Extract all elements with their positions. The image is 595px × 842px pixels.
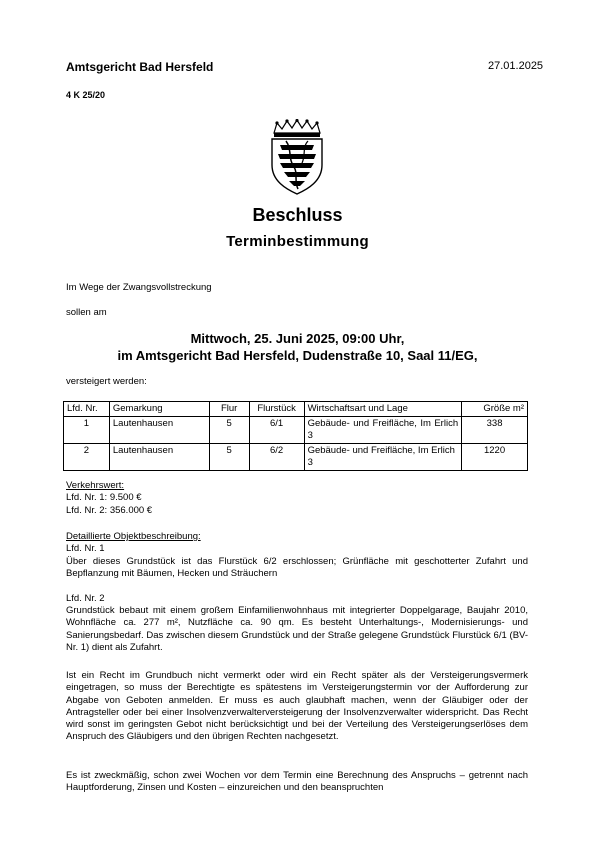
document-subtitle: Terminbestimmung xyxy=(226,233,369,250)
table-row xyxy=(64,417,528,444)
table-header: Größe m² xyxy=(462,402,528,417)
appointment-block xyxy=(0,330,595,364)
table-cell: Gebäude- und Freifläche, Im Erlich 3 xyxy=(304,417,462,444)
case-number: 4 K 25/20 xyxy=(66,90,106,100)
table-cell: 1220 xyxy=(462,444,528,471)
description-item-text: Grundstück bebaut mit einem großem Einfamilienwohnhaus mit integrierter Doppelgarage, Baujahr 2010, Wohnfläche ca. 277 m², Nutzfläche ca. 90 qm. Es besteht Unterhaltungs-, Modernisierungs- und Sanierungsbedarf. Das zwischen diesem Grundstück und der Straße gelegene Grundstück Flurstück 6/1 (BV-Nr. 1) dient als Zufahrt. xyxy=(66,605,528,653)
property-table xyxy=(63,401,528,471)
table-header-row xyxy=(64,402,528,417)
table-cell: 5 xyxy=(209,417,249,444)
description-item-text: Über dieses Grundstück ist das Flurstück 6/2 erschlossen; Grünfläche mit geschotterter Zufahrt und Bepflanzung mit Bäumen, Hecken und Sträuchern xyxy=(66,556,528,580)
verkehrswert-item: Lfd. Nr. 1: 9.500 € xyxy=(66,492,142,503)
table-cell: Gebäude- und Freifläche, Im Erlich 3 xyxy=(304,444,462,471)
table-cell: 1 xyxy=(64,417,110,444)
document-title: Beschluss xyxy=(252,205,343,225)
table-header: Wirtschaftsart und Lage xyxy=(304,402,462,417)
table-cell: 338 xyxy=(462,417,528,444)
table-cell: Lautenhausen xyxy=(109,444,209,471)
appointment-location: im Amtsgericht Bad Hersfeld, Dudenstraße 10, Saal 11/EG, xyxy=(117,348,478,363)
rights-paragraph: Ist ein Recht im Grundbuch nicht vermerkt oder wird ein Recht später als der Versteigerungsvermerk eingetragen, so muss der Berechtigte es spätestens im Versteigerungstermin vor der Aufforderung zur Abgabe von Geboten anmelden. Er muss es auch glaubhaft machen, wenn der Gläubiger oder der Antragsteller oder bei einer Insolvenzverwalterversteigerung der Insolvenzverwalter widerspricht. Das Recht wird sonst im geringsten Gebot nicht berücksichtigt und bei der Verteilung des Versteigerungserlöses dem Anspruch des Gläubigers und den übrigen Rechten nachgesetzt. xyxy=(66,670,528,743)
table-header: Flurstück xyxy=(249,402,304,417)
appointment-date: Mittwoch, 25. Juni 2025, 09:00 Uhr, xyxy=(190,331,405,346)
intro-text: Im Wege der Zwangsvollstreckung xyxy=(66,282,212,293)
table-header: Gemarkung xyxy=(109,402,209,417)
description-heading: Detaillierte Objektbeschreibung: xyxy=(66,531,201,542)
hessen-coat-of-arms-icon xyxy=(268,119,326,195)
table-cell: 6/1 xyxy=(249,417,304,444)
sollen-am-text: sollen am xyxy=(66,307,107,318)
table-row xyxy=(64,444,528,471)
table-cell: 5 xyxy=(209,444,249,471)
verkehrswert-item: Lfd. Nr. 2: 356.000 € xyxy=(66,505,153,516)
court-name: Amtsgericht Bad Hersfeld xyxy=(66,60,214,74)
table-cell: 6/2 xyxy=(249,444,304,471)
table-cell: Lautenhausen xyxy=(109,417,209,444)
versteigert-text: versteigert werden: xyxy=(66,376,147,387)
table-header: Lfd. Nr. xyxy=(64,402,110,417)
table-cell: 2 xyxy=(64,444,110,471)
description-item-label: Lfd. Nr. 1 xyxy=(66,543,105,554)
document-date: 27.01.2025 xyxy=(488,60,544,72)
table-header: Flur xyxy=(209,402,249,417)
description-item-label: Lfd. Nr. 2 xyxy=(66,593,105,604)
verkehrswert-heading: Verkehrswert: xyxy=(66,480,125,491)
claim-paragraph: Es ist zweckmäßig, schon zwei Wochen vor dem Termin eine Berechnung des Anspruchs – getrennt nach Hauptforderung, Zinsen und Kosten – einzureichen und den beanspruchten xyxy=(66,770,528,794)
